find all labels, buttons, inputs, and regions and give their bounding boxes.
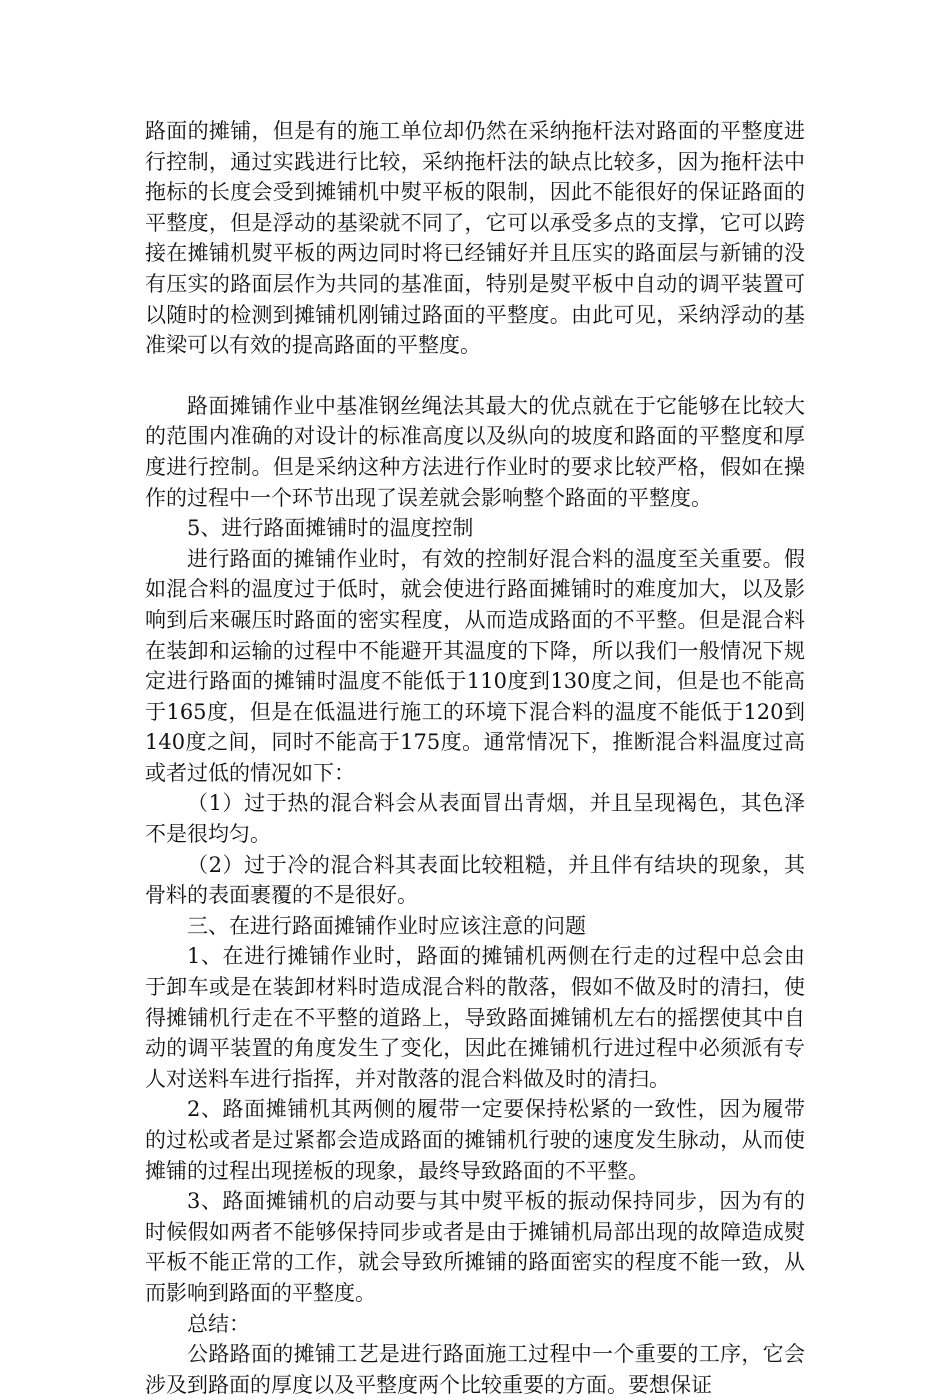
section-heading-temperature: 5、进行路面摊铺时的温度控制: [187, 516, 474, 541]
list-item-hot-mix: （1）过于热的混合料会从表面冒出青烟，并且呈现褐色，其色泽不是很均匀。: [145, 791, 805, 847]
paragraph-precaution-1: 1、在进行摊铺作业时，路面的摊铺机两侧在行走的过程中总会由于卸车或是在装卸材料时造成混合料的散落，假如不做及时的清扫，使得摊铺机行走在不平整的道路上，导致路面摊铺机左右的摇摆使其中自动的调平装置的角度发生了变化，因此在摊铺机行进过程中必须派有专人对送料车进行指挥，并对散落的混合料做及时的清扫。: [145, 944, 805, 1091]
summary-heading: 总结：: [187, 1311, 250, 1336]
paragraph-precaution-3: 3、路面摊铺机的启动要与其中熨平板的振动保持同步，因为有的时候假如两者不能够保持同步或者是由于摊铺机局部出现的故障造成熨平板不能正常的工作，就会导致所摊铺的路面密实的程度不能一致，从而影响到路面的平整度。: [145, 1189, 805, 1305]
paragraph-temperature-control: 进行路面的摊铺作业时，有效的控制好混合料的温度至关重要。假如混合料的温度过于低时，就会使进行路面摊铺时的难度加大，以及影响到后来碾压时路面的密实程度，从而造成路面的不平整。但是混合料在装卸和运输的过程中不能避开其温度的下降，所以我们一般情况下规定进行路面的摊铺时温度不能低于110度到130度之间，但是也不能高于165度，但是在低温进行施工的环境下混合料的温度不能低于120到140度之间，同时不能高于175度。通常情况下，推断混合料温度过高或者过低的情况如下：: [145, 546, 805, 785]
section-heading-precautions: 三、在进行路面摊铺作业时应该注意的问题: [187, 913, 586, 938]
paragraph-summary: 公路路面的摊铺工艺是进行路面施工过程中一个重要的工序，它会涉及到路面的厚度以及平整度两个比较重要的方面。要想保证: [145, 1342, 805, 1397]
paragraph-continuation: 路面的摊铺，但是有的施工单位却仍然在采纳拖杆法对路面的平整度进行控制，通过实践进行比较，采纳拖杆法的缺点比较多，因为拖杆法中拖标的长度会受到摊铺机中熨平板的限制，因此不能很好的保证路面的平整度，但是浮动的基梁就不同了，它可以承受多点的支撑，它可以跨接在摊铺机熨平板的两边同时将已经铺好并且压实的路面层与新铺的没有压实的路面层作为共同的基准面，特别是熨平板中自动的调平装置可以随时的检测到摊铺机刚铺过路面的平整度。由此可见，采纳浮动的基准梁可以有效的提高路面的平整度。: [145, 119, 805, 358]
list-item-cold-mix: （2）过于冷的混合料其表面比较粗糙，并且伴有结块的现象，其骨料的表面裹覆的不是很好。: [145, 852, 805, 908]
document-page: [145, 116, 805, 1400]
paragraph-steel-wire-method: 路面摊铺作业中基准钢丝绳法其最大的优点就在于它能够在比较大的范围内准确的对设计的标准高度以及纵向的坡度和路面的平整度和厚度进行控制。但是采纳这种方法进行作业时的要求比较严格，假如在操作的过程中一个环节出现了误差就会影响整个路面的平整度。: [145, 393, 805, 510]
paragraph-precaution-2: 2、路面摊铺机其两侧的履带一定要保持松紧的一致性，因为履带的过松或者是过紧都会造成路面的摊铺机行驶的速度发生脉动，从而使摊铺的过程出现搓板的现象，最终导致路面的不平整。: [145, 1097, 805, 1183]
